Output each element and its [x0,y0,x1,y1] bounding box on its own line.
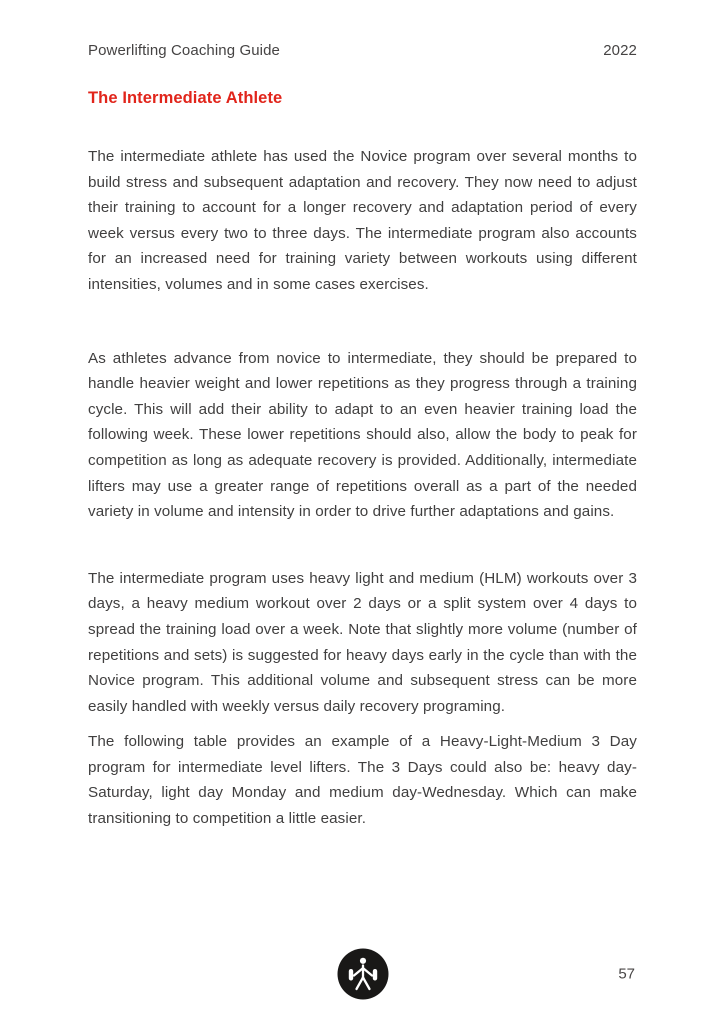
paragraph-table-note: The following table provides an example of a Heavy-Light-Medium 3 Day program for intermediate level lifters. The 3 Days could also be: heavy day-Saturday, light day Monday and medium day-Wednesday. Which can make transitioning to competition a little easier. [88,733,637,828]
page-header [88,42,637,59]
paragraph-program: The intermediate program uses heavy light and medium (HLM) workouts over 3 days, a heavy medium workout over 2 days or a split system over 4 days to spread the training load over a week. Note that slightly more volume (number of repetitions and sets) is suggested for heavy days early in the cycle than with the Novice program. This additional volume and subsequent stress can be more easily handled with weekly versus daily recovery programing. [88,569,637,715]
paragraph-intro: The intermediate athlete has used the Novice program over several months to build stress and subsequent adaptation and recovery. They now need to adjust their training to account for a longer recovery and adaptation period of every week versus every two to three days. The intermediate program also accounts for an increased need for training variety between workouts using different intensities, volumes and in some cases exercises. [88,148,637,293]
page-footer [88,948,637,1000]
section-heading: The Intermediate Athlete [88,89,283,107]
header-year: 2022 [603,42,637,59]
powerlifter-icon [337,948,389,1000]
header-title: Powerlifting Coaching Guide [88,42,280,59]
paragraph-advance: As athletes advance from novice to intermediate, they should be prepared to handle heavier weight and lower repetitions as they progress through a training cycle. This will add their ability to adapt to an even heavier training load the following week. These lower repetitions should also, allow the body to peak for competition as long as adequate recovery is provided. Additionally, intermediate lifters may use a greater range of repetitions overall as a part of the needed variety in volume and intensity in order to drive further adaptations and gains. [88,349,637,521]
page-number: 57 [618,965,635,983]
